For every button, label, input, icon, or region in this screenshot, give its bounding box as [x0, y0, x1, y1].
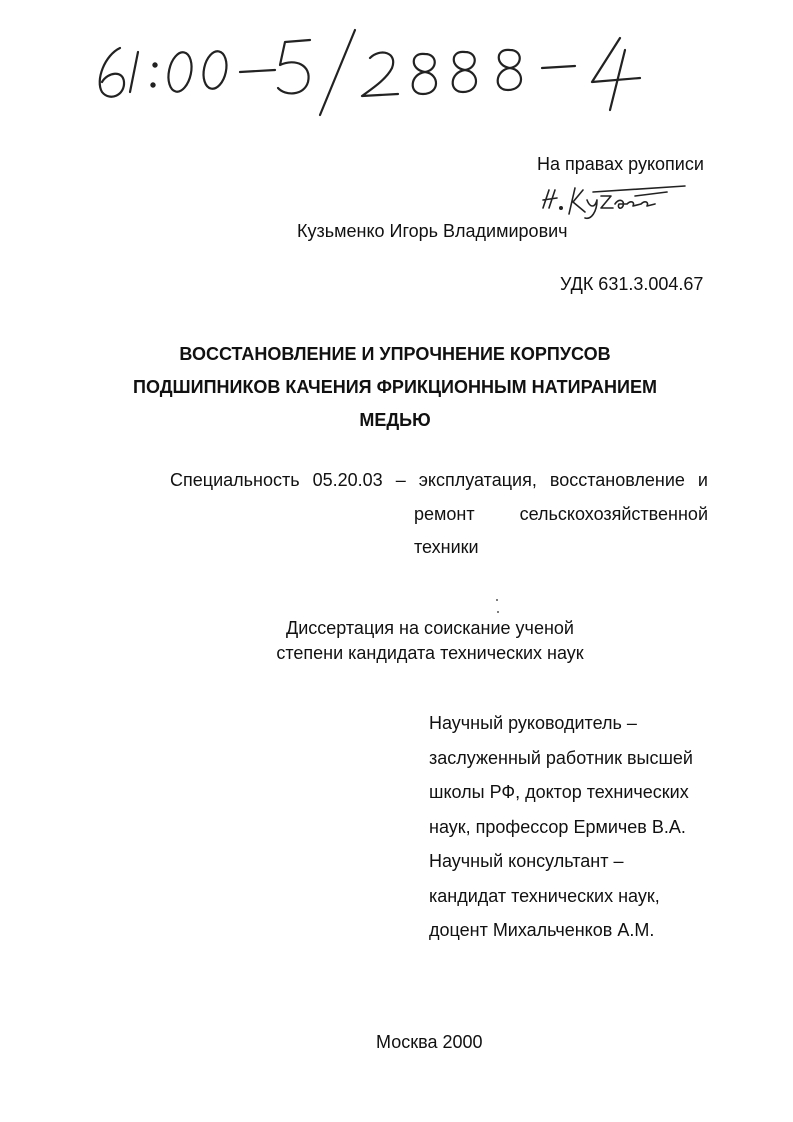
specialty-dash: –: [395, 470, 406, 490]
title-line-3: МЕДЬЮ: [359, 410, 431, 430]
dissertation-line-1: Диссертация на соискание ученой: [286, 618, 574, 638]
supervisor-line: заслуженный работник высшей: [429, 747, 693, 768]
specialty-word: и: [697, 470, 708, 490]
supervisor-line: наук, профессор Ермичев В.А.: [429, 816, 686, 837]
dissertation-line-2: степени кандидата технических наук: [276, 643, 584, 663]
specialty-line-1: [170, 469, 708, 491]
specialty-code: 05.20.03: [312, 470, 383, 490]
supervisor-line: Научный руководитель –: [429, 713, 637, 733]
specialty-word: восстановление: [549, 470, 685, 490]
consultant-line: Научный консультант –: [429, 851, 624, 871]
title-line-2: ПОДШИПНИКОВ КАЧЕНИЯ ФРИКЦИОННЫМ НАТИРАНИЕМ: [133, 377, 657, 397]
scan-artifact: [497, 611, 499, 613]
specialty-label: Специальность: [170, 470, 300, 490]
consultant-line: доцент Михальченков А.М.: [429, 920, 655, 940]
author-name: Кузьменко Игорь Владимирович: [297, 221, 568, 241]
udc-code: УДК 631.3.004.67: [560, 274, 704, 294]
dissertation-title: [90, 338, 700, 437]
specialty-word: эксплуатация,: [418, 470, 537, 490]
scan-artifact: [496, 599, 498, 601]
supervisors-block: [429, 706, 693, 948]
rights-notice: На правах рукописи: [537, 154, 704, 174]
specialty-word: сельскохозяйственной: [519, 504, 708, 524]
specialty-line-3: техники: [414, 537, 479, 557]
supervisor-line: школы РФ, доктор технических: [429, 782, 689, 802]
title-line-1: ВОССТАНОВЛЕНИЕ И УПРОЧНЕНИЕ КОРПУСОВ: [179, 344, 611, 364]
dissertation-statement: [240, 616, 620, 666]
author-signature: [535, 178, 695, 223]
specialty-line-2: [414, 503, 708, 525]
handwritten-archive-code: [80, 10, 700, 120]
consultant-line: кандидат технических наук,: [429, 885, 660, 906]
specialty-word: ремонт: [414, 504, 475, 524]
city-year: Москва 2000: [376, 1032, 483, 1052]
